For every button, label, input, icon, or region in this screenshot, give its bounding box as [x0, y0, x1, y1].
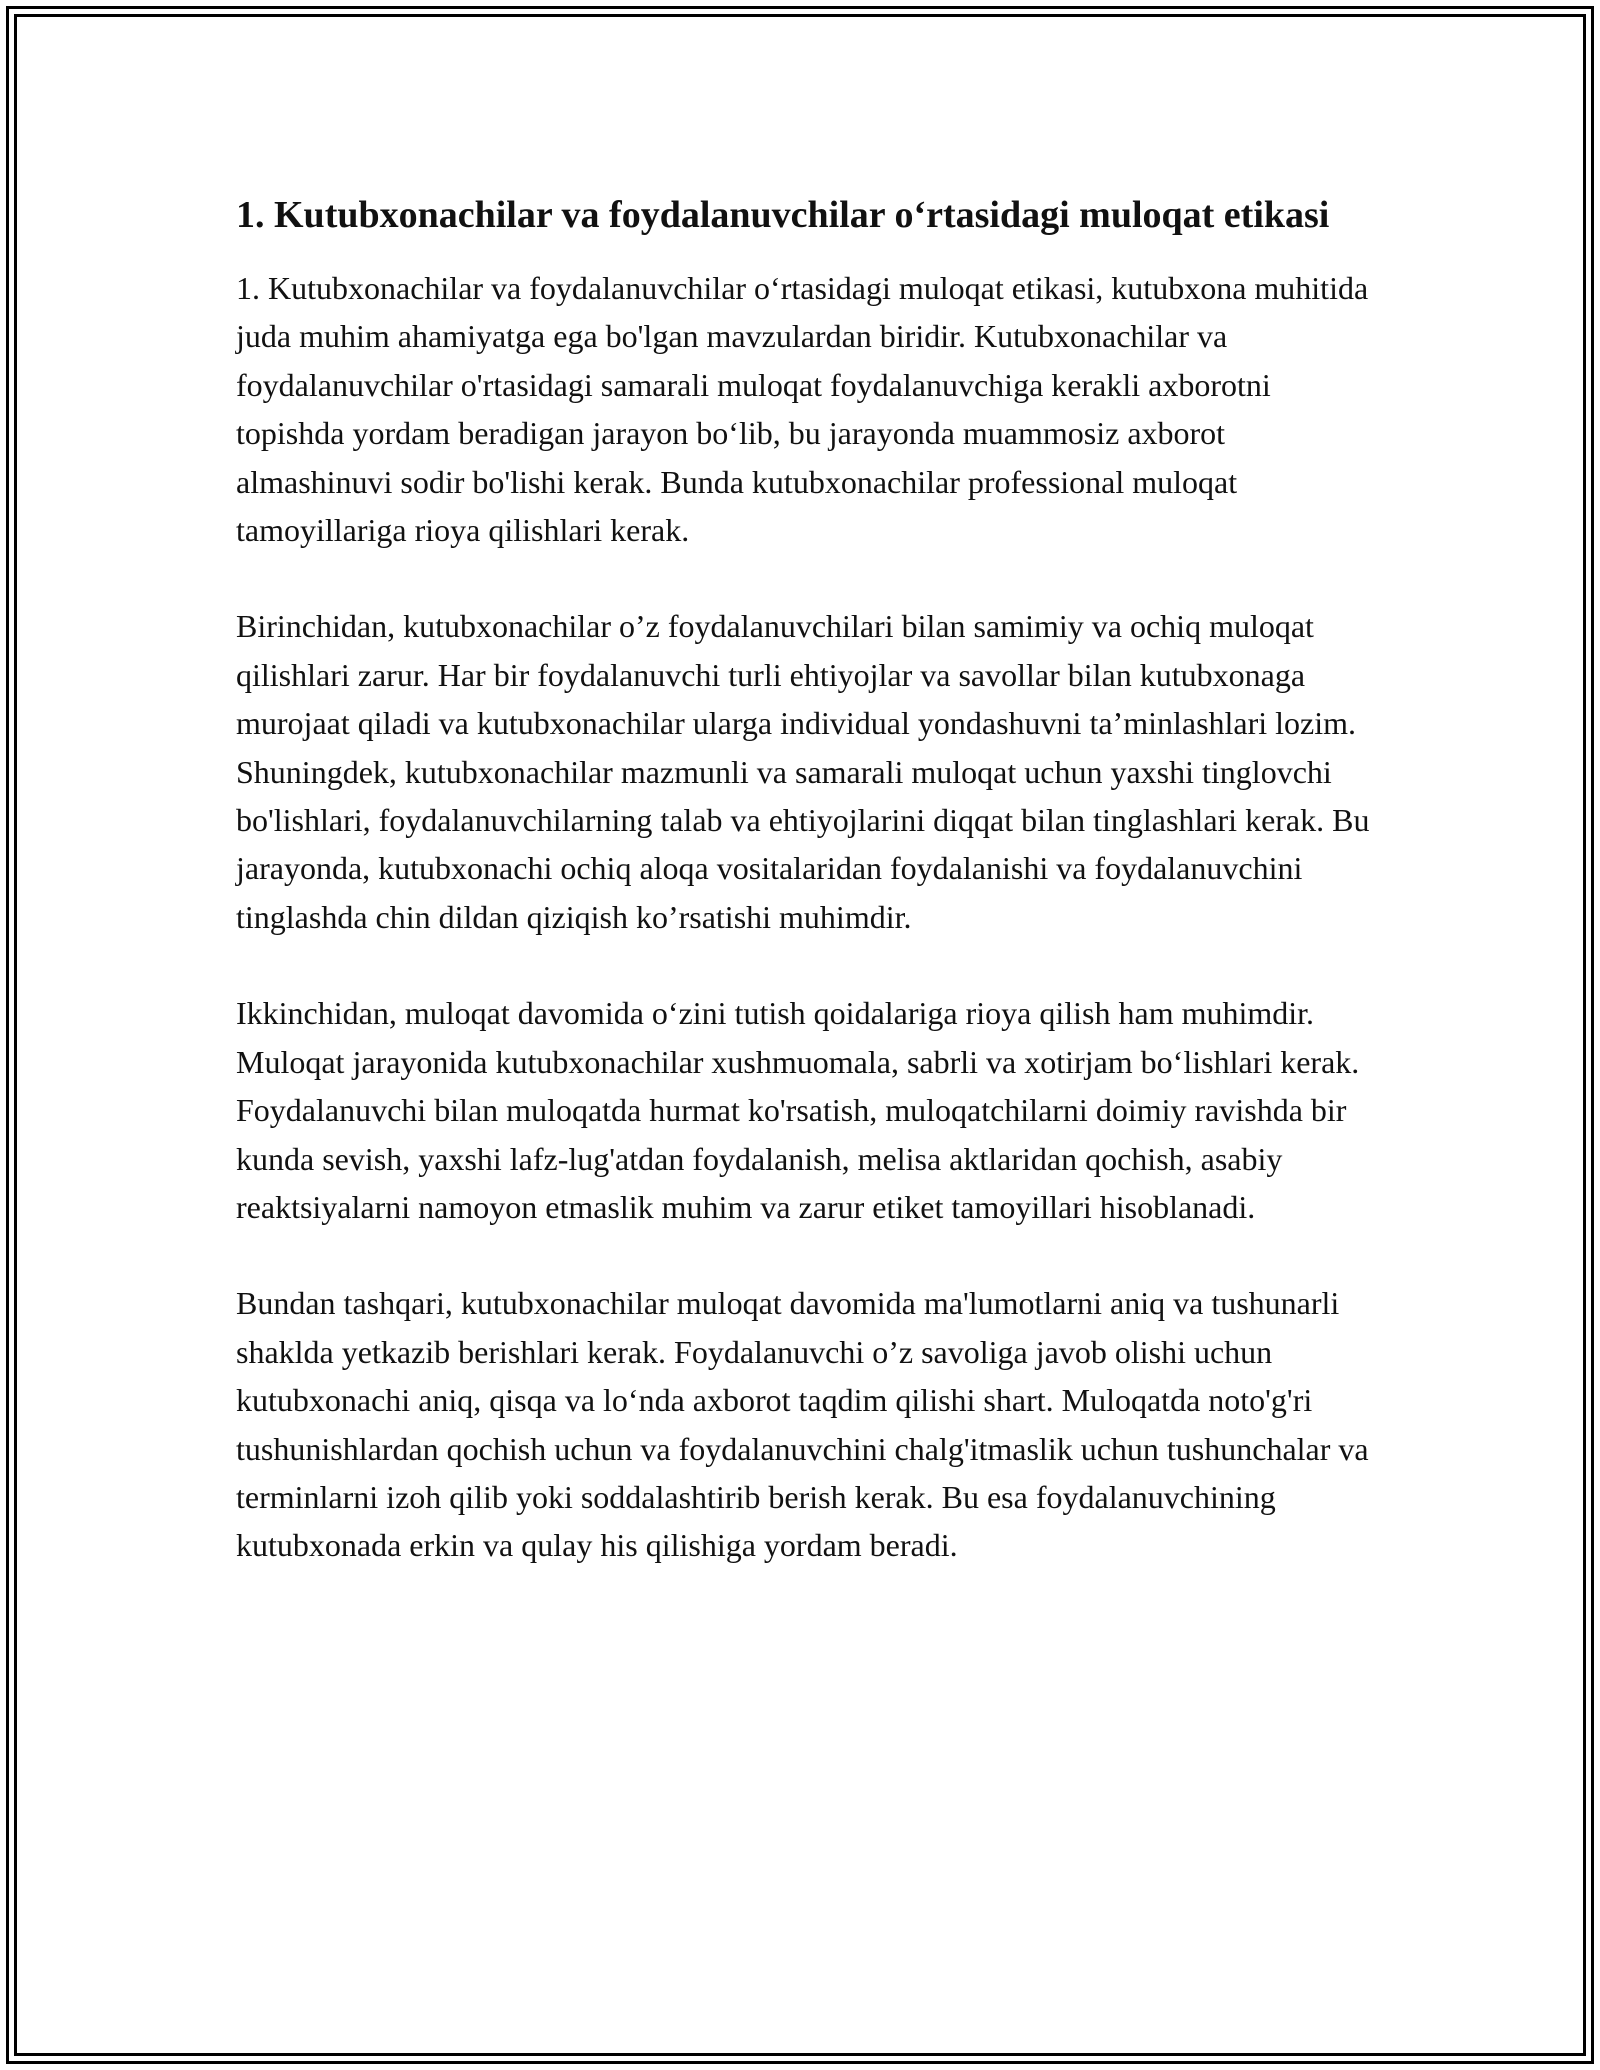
document-heading: 1. Kutubxonachilar va foydalanuvchilar o‘rtasidagi muloqat etikasi [236, 194, 1330, 236]
paragraph-first-point: Birinchidan, kutubxonachilar o’z foydalanuvchilari bilan samimiy va ochiq muloqat qilishlari zarur. Har bir foydalanuvchi turli ehtiyojlar va savollar bilan kutubxonaga murojaat qiladi va kutubxonachilar ularga individual yondashuvni ta’minlashlari lozim. Shuningdek, kutubxonachilar mazmunli va samarali muloqat uchun yaxshi tinglovchi bo'lishlari, foydalanuvchilarning talab va ehtiyojlarini diqqat bilan tinglashlari kerak. Bu jarayonda, kutubxonachi ochiq aloqa vositalaridan foydalanishi va foydalanuvchini tinglashda chin dildan qiziqish ko’rsatishi muhimdir. [236, 608, 1370, 935]
paragraph-additional-point: Bundan tashqari, kutubxonachilar muloqat davomida ma'lumotlarni aniq va tushunarli shaklda yetkazib berishlari kerak. Foydalanuvchi o’z savoliga javob olishi uchun kutubxonachi aniq, qisqa va lo‘nda axborot taqdim qilishi shart. Muloqatda noto'g'ri tushunishlardan qochish uchun va foydalanuvchini chalg'itmaslik uchun tushunchalar va terminlarni izoh qilib yoki soddalashtirib berish kerak. Bu esa foydalanuvchining kutubxonada erkin va qulay his qilishiga yordam beradi. [236, 1285, 1369, 1564]
paragraph-second-point: Ikkinchidan, muloqat davomida o‘zini tutish qoidalariga rioya qilish ham muhimdir. Muloqat jarayonida kutubxonachilar xushmuomala, sabrli va xotirjam bo‘lishlari kerak. Foydalanuvchi bilan muloqatda hurmat ko'rsatish, muloqatchilarni doimiy ravishda bir kunda sevish, yaxshi lafz-lug'atdan foydalanish, melisa aktlaridan qochish, asabiy reaktsiyalarni namoyon etmaslik muhim va zarur etiket tamoyillari hisoblanadi. [236, 995, 1360, 1225]
paragraph-intro: 1. Kutubxonachilar va foydalanuvchilar o‘rtasidagi muloqat etikasi, kutubxona muhitida juda muhim ahamiyatga ega bo'lgan mavzulardan biridir. Kutubxonachilar va foydalanuvchilar o'rtasidagi samarali muloqat foydalanuvchiga kerakli axborotni topishda yordam beradigan jarayon bo‘lib, bu jarayonda muammosiz axborot almashinuvi sodir bo'lishi kerak. Bunda kutubxonachilar professional muloqat tamoyillariga rioya qilishlari kerak. [236, 270, 1369, 549]
document-body [236, 188, 1386, 1618]
